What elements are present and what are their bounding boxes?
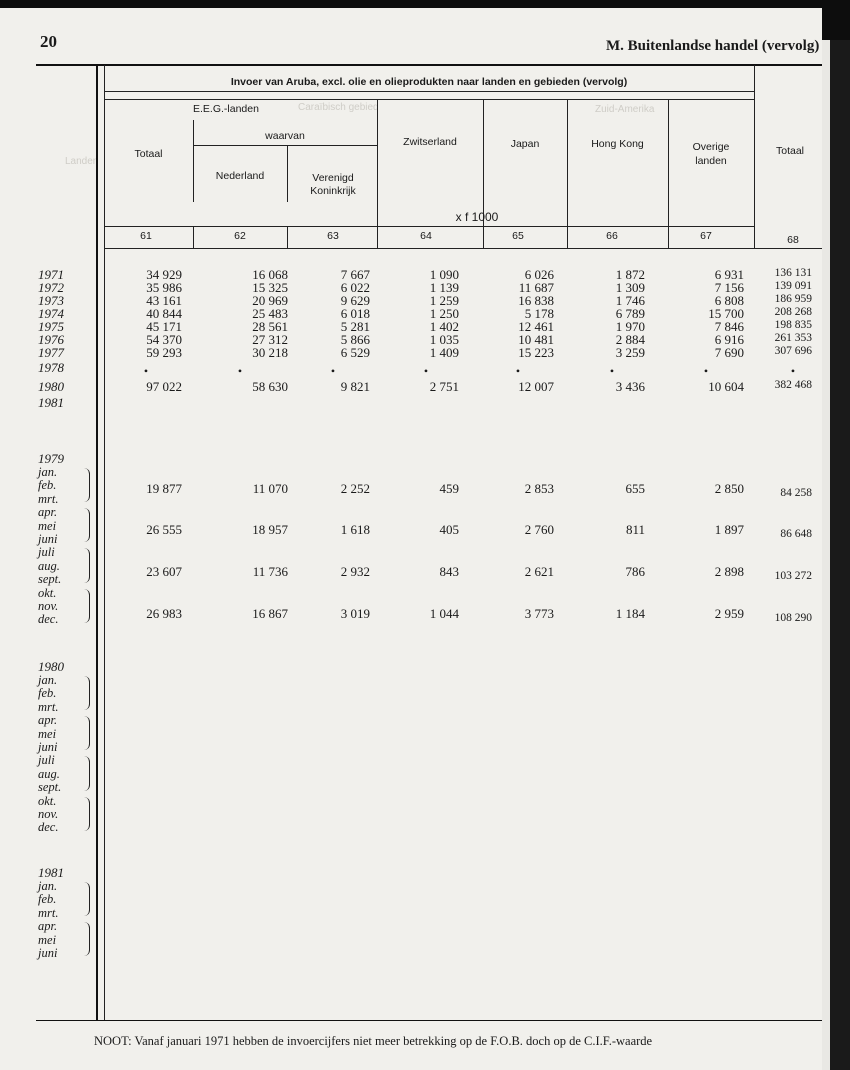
quarter-brace [84, 676, 90, 710]
table-cell: 26 983 [146, 606, 182, 621]
col-nederland-header: Nederland [215, 170, 265, 182]
col-rule [668, 99, 669, 226]
month-label: dec. [38, 612, 59, 627]
waarvan-rule [193, 145, 377, 146]
stub-divider [96, 65, 98, 1020]
running-head: M. Buitenlandse handel (vervolg) [606, 38, 820, 54]
col-totaal-right-header: Totaal [775, 145, 805, 157]
table-cell: 2 853 [524, 481, 554, 496]
column-number: 68 [787, 234, 799, 246]
table-cell: 103 272 [774, 570, 812, 582]
table-cell: 2 959 [714, 606, 744, 621]
column-number: 66 [606, 230, 618, 242]
table-cell: 1 897 [714, 522, 744, 537]
table-cell: 43 161 [146, 293, 182, 308]
top-rule [36, 64, 822, 66]
table-cell: 16 867 [252, 606, 288, 621]
table-cell: 9 629 [340, 293, 370, 308]
col-rule [567, 99, 568, 226]
table-cell: • [515, 364, 521, 378]
table-cell: 2 621 [524, 564, 554, 579]
table-cell: 1 035 [429, 332, 459, 347]
month-label: apr. [38, 919, 58, 934]
section-year-1979: 1979 [38, 451, 64, 466]
month-label: apr. [38, 505, 58, 520]
col-rule [377, 226, 378, 248]
table-cell: 5 178 [524, 306, 554, 321]
month-label: feb. [38, 892, 57, 907]
table-cell: 2 932 [340, 564, 370, 579]
month-label: mrt. [38, 699, 59, 714]
table-cell: 19 877 [146, 481, 182, 496]
col-rule [754, 226, 755, 248]
month-label: feb. [38, 686, 57, 701]
month-label: aug. [38, 766, 60, 781]
table-cell: 1 044 [429, 606, 459, 621]
table-cell: 811 [625, 522, 645, 537]
quarter-brace [84, 716, 90, 750]
table-cell: 2 252 [340, 481, 370, 496]
table-cell: • [703, 364, 709, 378]
year-label: 1976 [38, 332, 64, 347]
month-label: feb. [38, 478, 57, 493]
table-cell: 27 312 [252, 332, 288, 347]
month-label: mrt. [38, 905, 59, 920]
month-label: mei [38, 726, 57, 741]
table-cell: 1 184 [615, 606, 645, 621]
month-label: mei [38, 932, 57, 947]
table-cell: 3 259 [615, 345, 645, 360]
table-cell: 26 555 [146, 522, 182, 537]
quarter-brace [84, 589, 90, 623]
show-through: Landen [65, 156, 99, 167]
table-cell: 7 846 [714, 319, 744, 334]
col-rule [668, 226, 669, 248]
table-cell: 139 091 [774, 280, 812, 292]
table-cell: 6 022 [340, 280, 370, 295]
book-edge [822, 40, 850, 1070]
section-year-1980: 1980 [38, 659, 64, 674]
table-cell: 198 835 [774, 319, 812, 331]
column-number: 63 [327, 230, 339, 242]
table-cell: 6 808 [714, 293, 744, 308]
table-cell: 307 696 [774, 345, 812, 357]
table-cell: 2 751 [429, 379, 459, 394]
col-japan-header: Japan [510, 138, 540, 150]
table-cell: 208 268 [774, 306, 812, 318]
table-cell: 1 309 [615, 280, 645, 295]
quarter-brace [84, 797, 90, 831]
table-cell: 108 290 [774, 612, 812, 624]
table-cell: 15 700 [708, 306, 744, 321]
table-cell: • [330, 364, 336, 378]
table-cell: 20 969 [252, 293, 288, 308]
table-cell: 459 [439, 481, 459, 496]
table-cell: 11 736 [252, 564, 288, 579]
table-cell: 1 090 [429, 267, 459, 282]
column-number: 64 [420, 230, 432, 242]
table-cell: 5 281 [340, 319, 370, 334]
table-cell: 1 259 [429, 293, 459, 308]
table-cell: 6 916 [714, 332, 744, 347]
table-cell: 30 218 [252, 345, 288, 360]
table-cell: 86 648 [780, 528, 812, 540]
table-cell: 136 131 [774, 267, 812, 279]
year-label: 1981 [38, 395, 64, 410]
table-cell: 23 607 [146, 564, 182, 579]
show-through: Zuid-Amerika [595, 104, 655, 115]
year-label: 1972 [38, 280, 64, 295]
bottom-rule [36, 1020, 822, 1021]
column-number: 65 [512, 230, 524, 242]
col-rule [567, 226, 568, 248]
month-label: jan. [38, 673, 58, 687]
table-cell: 25 483 [252, 306, 288, 321]
section-year-1981: 1981 [38, 865, 64, 880]
table-cell: 6 931 [714, 267, 744, 282]
table-cell: 11 070 [252, 481, 288, 496]
table-cell: • [790, 364, 796, 378]
unit-rule-top [104, 226, 754, 227]
month-label: jan. [38, 465, 58, 479]
col-hongkong-header: Hong Kong [591, 138, 644, 150]
table-cell: 1 618 [340, 522, 370, 537]
table-cell: 6 018 [340, 306, 370, 321]
table-cell: 34 929 [146, 267, 182, 282]
table-cell: 405 [439, 522, 459, 537]
quarter-brace [84, 508, 90, 542]
table-cell: 3 019 [340, 606, 370, 621]
table-cell: 7 690 [714, 345, 744, 360]
year-label: 1973 [38, 293, 64, 308]
table-cell: 10 481 [518, 332, 554, 347]
table-cell: 3 436 [615, 379, 645, 394]
table-cell: 97 022 [146, 379, 182, 394]
table-cell: 10 604 [708, 379, 744, 394]
table-cell: 59 293 [146, 345, 182, 360]
table-cell: 3 773 [524, 606, 554, 621]
table-cell: 2 760 [524, 522, 554, 537]
quarter-brace [84, 922, 90, 956]
group-rule [104, 99, 754, 100]
document-page [0, 8, 822, 1070]
caption-rule [104, 91, 754, 92]
table-cell: 15 325 [252, 280, 288, 295]
table-cell: 1 746 [615, 293, 645, 308]
month-label: juli [38, 545, 55, 560]
table-cell: 1 970 [615, 319, 645, 334]
table-cell: 2 884 [615, 332, 645, 347]
table-cell: 6 026 [524, 267, 554, 282]
month-label: jan. [38, 879, 58, 893]
table-cell: 9 821 [340, 379, 370, 394]
quarter-brace [84, 882, 90, 916]
table-cell: 12 007 [518, 379, 554, 394]
month-label: sept. [38, 780, 62, 795]
col-rule [483, 226, 484, 248]
month-label: mei [38, 518, 57, 533]
table-cell: 1 402 [429, 319, 459, 334]
month-label: mrt. [38, 491, 59, 506]
table-cell: 16 068 [252, 267, 288, 282]
table-cell: • [423, 364, 429, 378]
year-label: 1971 [38, 267, 64, 282]
year-label: 1974 [38, 306, 64, 321]
quarter-brace [84, 756, 90, 790]
table-cell: 54 370 [146, 332, 182, 347]
table-cell: 2 850 [714, 481, 744, 496]
table-cell: 7 156 [714, 280, 744, 295]
table-cell: 1 872 [615, 267, 645, 282]
table-cell: 28 561 [252, 319, 288, 334]
table-cell: 1 139 [429, 280, 459, 295]
column-number: 61 [140, 230, 152, 242]
col-rule [754, 65, 755, 226]
show-through: Caraïbisch gebied [298, 102, 379, 113]
table-cell: 5 866 [340, 332, 370, 347]
table-cell: 6 789 [615, 306, 645, 321]
table-cell: 1 409 [429, 345, 459, 360]
table-cell: 11 687 [518, 280, 554, 295]
table-cell: 6 529 [340, 345, 370, 360]
table-cell: 40 844 [146, 306, 182, 321]
month-label: dec. [38, 820, 59, 835]
year-label: 1980 [38, 379, 64, 394]
table-cell: 843 [439, 564, 459, 579]
table-cell: 382 468 [774, 379, 812, 391]
month-label: aug. [38, 558, 60, 573]
unit-label: x f 1000 [455, 210, 499, 224]
table-cell: 58 630 [252, 379, 288, 394]
table-cell: 261 353 [774, 332, 812, 344]
col-rule [377, 99, 378, 226]
year-label: 1975 [38, 319, 64, 334]
table-cell: 12 461 [518, 319, 554, 334]
unit-rule-bottom [104, 248, 822, 249]
table-cell: 1 250 [429, 306, 459, 321]
month-label: okt. [38, 585, 57, 600]
month-label: nov. [38, 599, 59, 613]
table-cell: 655 [625, 481, 645, 496]
col-rule [193, 226, 194, 248]
col-zwitserland-header: Zwitserland [403, 136, 457, 148]
month-label: juli [38, 753, 55, 768]
col-rule [287, 226, 288, 248]
table-cell: 2 898 [714, 564, 744, 579]
table-cell: • [237, 364, 243, 378]
page-number: 20 [40, 32, 57, 51]
month-label: nov. [38, 807, 59, 821]
year-label: 1978 [38, 360, 64, 375]
col-totaal-header: Totaal [134, 148, 163, 160]
col-rule [287, 146, 288, 202]
table-frame-left [104, 65, 105, 1020]
table-cell: 786 [625, 564, 645, 579]
table-cell: 16 838 [518, 293, 554, 308]
month-label: sept. [38, 572, 62, 587]
footnote: NOOT: Vanaf januari 1971 hebben de invoercijfers niet meer betrekking op de F.O.B. doch op de C.I.F.-waarde [94, 1034, 653, 1048]
group-eeg-header: E.E.G.-landen [193, 103, 259, 115]
table-cell: 15 223 [518, 345, 554, 360]
table-cell: 18 957 [252, 522, 288, 537]
table-cell: 45 171 [146, 319, 182, 334]
quarter-brace [84, 548, 90, 582]
month-label: juni [38, 946, 58, 960]
column-number: 62 [234, 230, 246, 242]
year-label: 1977 [38, 345, 64, 360]
waarvan-header: waarvan [265, 130, 305, 142]
col-rule [483, 99, 484, 226]
month-label: apr. [38, 713, 58, 728]
month-label: okt. [38, 793, 57, 808]
col-overige-header: Overige landen [692, 141, 730, 167]
quarter-brace [84, 468, 90, 502]
month-label: juni [38, 532, 58, 546]
col-vk-header: Verenigd Koninkrijk [310, 172, 356, 197]
table-cell: 35 986 [146, 280, 182, 295]
column-number: 67 [700, 230, 712, 242]
table-cell: • [143, 364, 149, 378]
table-caption: Invoer van Aruba, excl. olie en olieprodukten naar landen en gebieden (vervolg) [230, 76, 628, 88]
table-cell: 7 667 [340, 267, 370, 282]
month-label: juni [38, 740, 58, 754]
table-cell: 84 258 [780, 487, 812, 499]
table-cell: 186 959 [774, 293, 812, 305]
table-cell: • [609, 364, 615, 378]
